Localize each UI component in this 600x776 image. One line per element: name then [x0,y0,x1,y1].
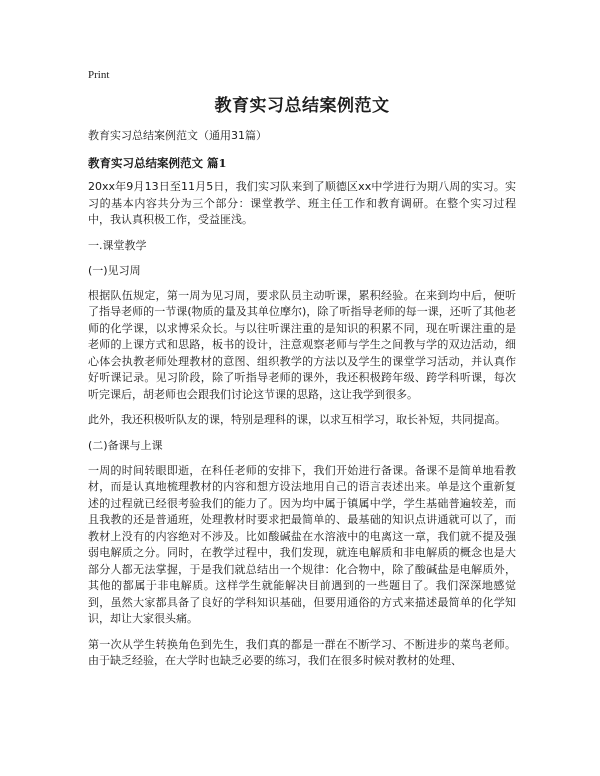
paragraph-role-change: 第一次从学生转换角色到先生，我们真的都是一群在不断学习、不断进步的菜鸟老师。由于缺乏经验，在大学时也缺乏必要的练习，我们在很多时候对教材的处理、 [88,637,516,667]
heading-observation-week: (一)见习周 [88,263,141,277]
heading-classroom-teaching: 一.课堂教学 [88,238,147,252]
document-title: 教育实习总结案例范文 [214,96,390,116]
heading-lesson-prep: (二)备课与上课 [88,438,163,452]
paragraph-intro: 20xx年9月13日至11月5日，我们实习队来到了顺德区xx中学进行为期八周的实习。实习的基本内容共分为三个部分：课堂教学、班主任工作和教育调研。在整个实习过程中，我认真积极工作，受益匪浅。 [88,180,516,226]
paragraph-peer-observation: 此外，我还积极听队友的课，特别是理科的课，以求互相学习，取长补短，共同提高。 [88,413,506,426]
paragraph-observation: 根据队伍规定，第一周为见习周，要求队员主动听课，累积经验。在来到均中后，便听了指导老师的一节课(物质的量及其单位摩尔)，除了听指导老师的每一课，还听了其他老师的化学课，以求博采众长。与以往听课注重的是知识的积累不同，现在听课注重的是老师的上课方式和思路，板书的设计，注意观察老师与学生之间教与学的双边活动，细心体会执教老师处理教材的意图、组织教学的方法以及学生的课堂学习活动，并认真作好听课记录。见习阶段，除了听指导老师的课外，我还积极跨年级、跨学科听课，每次听完课后，胡老师也会跟我们讨论这节课的思路，这让我学到很多。 [88,288,516,401]
document-body [88,68,516,679]
paragraph-lesson-prep: 一周的时间转眼即逝，在科任老师的安排下，我们开始进行备课。备课不是简单地看教材，而是认真地梳理教材的内容和想方设法地用自己的语言表述出来。单是这个重新复述的过程就已经很考验我们的能力了。因为均中属于镇属中学，学生基础普遍较差，而且我教的还是普通班，处理教材时要求把最简单的、最基础的知识点讲通就可以了，而教材上没有的内容绝对不涉及。比如酸碱盐在水溶液中的电离这一章，我们就不提及强弱电解质之分。同时，在教学过程中，我们发现，就连电解质和非电解质的概念也是大部分人都无法掌握，于是我们就总结出一个规律：化合物中，除了酸碱盐是电解质外，其他的都属于非电解质。这样学生就能解决目前遇到的一些题目了。我们深深地感觉到，虽然大家都具备了良好的学科知识基础，但要用通俗的方式来描述最简单的化学知识，却让大家很头痛。 [88,463,516,625]
print-label: Print [88,69,110,81]
document-subtitle: 教育实习总结案例范文（通用31篇） [88,129,267,142]
section-title: 教育实习总结案例范文 篇1 [88,156,227,170]
